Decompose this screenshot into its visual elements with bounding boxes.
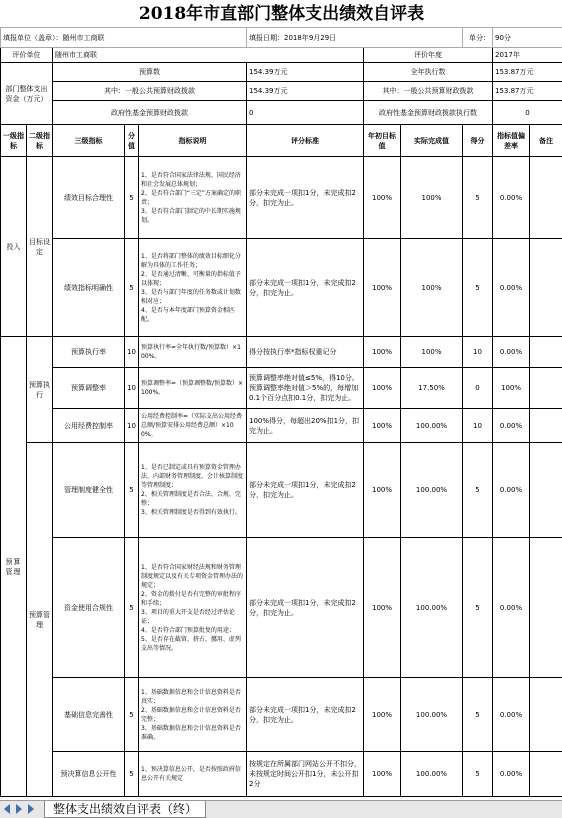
col-header: 一级指标 xyxy=(1,125,27,157)
level1-budget-mgmt: 预算管理 xyxy=(1,337,27,797)
page-title: 2018年市直部门整体支出绩效自评表 xyxy=(1,0,562,28)
indicator-desc: 1、是否符合国家法律法规、国民经济和社会发展总体规划； 2、是否符合部门“三定”方案确定的职责； 3、是否符合部门制定的中长期实施规划。 xyxy=(139,157,247,239)
table-row xyxy=(1,409,562,443)
col-header: 二级指标 xyxy=(27,125,53,157)
got-score: 0 xyxy=(463,368,493,409)
indicator-score: 5 xyxy=(125,157,139,239)
indicator-score: 10 xyxy=(125,337,139,368)
scoring-standard: 100%得分，每超出20%扣1分，扣完为止。 xyxy=(247,409,364,443)
eval-unit-value: 随州市工商联 xyxy=(53,48,364,63)
last-sheet-icon[interactable] xyxy=(28,804,34,814)
indicator-score: 5 xyxy=(125,538,139,678)
budget-value: 154.39万元 xyxy=(247,63,364,82)
target-value: 100% xyxy=(364,368,401,409)
got-score: 5 xyxy=(463,443,493,538)
scoring-standard: 部分未完成一项扣1分，未完成扣2分，扣完为止。 xyxy=(247,443,364,538)
gov-fund-exec-label: 政府性基金预算财政拨款执行数 xyxy=(364,101,493,125)
scoring-standard: 部分未完成一项扣1分，未完成扣2分，扣完为止。 xyxy=(247,239,364,337)
sheet-tab[interactable]: 整体支出绩效自评表（终） xyxy=(44,801,206,818)
score-label: 单分： xyxy=(463,28,493,48)
actual-value: 100% xyxy=(401,337,463,368)
table-row xyxy=(1,157,562,239)
col-header: 指标说明 xyxy=(139,125,247,157)
funds-label: 部门整体支出资金（万元） xyxy=(1,63,53,125)
got-score: 5 xyxy=(463,678,493,752)
budget-label: 预算数 xyxy=(53,63,247,82)
deviation: 0.00% xyxy=(493,443,530,538)
actual-value: 100% xyxy=(401,239,463,337)
col-header: 三级指标 xyxy=(53,125,125,157)
target-value: 100% xyxy=(364,538,401,678)
remark xyxy=(530,239,562,337)
indicator-desc: 预算执行率=全年执行数/预算数）×100%。 xyxy=(139,337,247,368)
scoring-standard: 部分未完成一项扣1分，未完成扣2分，扣完为止。 xyxy=(247,538,364,678)
indicator-name: 预决算信息公开性 xyxy=(53,752,125,797)
level2-exec: 预算执行 xyxy=(27,337,53,443)
col-header: 指标值偏差率 xyxy=(493,125,530,157)
level2-mgmt: 预算管理 xyxy=(27,443,53,797)
scoring-standard: 得分按执行率*指标权重记分 xyxy=(247,337,364,368)
deviation: 100% xyxy=(493,368,530,409)
gov-fund-value: 0 xyxy=(247,101,364,125)
eval-year-label: 评价年度 xyxy=(364,48,493,63)
table-row xyxy=(1,443,562,538)
table-row xyxy=(1,337,562,368)
got-score: 10 xyxy=(463,409,493,443)
level1-input: 投入 xyxy=(1,157,27,337)
remark xyxy=(530,443,562,538)
eval-year-value: 2017年 xyxy=(493,48,562,63)
got-score: 5 xyxy=(463,239,493,337)
got-score: 5 xyxy=(463,538,493,678)
scoring-standard: 预算调整率绝对值≤5%，得10分。预算调整率绝对值＞5%的，每增加0.1个百分点扣0.1分，扣完为止。 xyxy=(247,368,364,409)
target-value: 100% xyxy=(364,678,401,752)
general-budget-label: 其中：一般公共预算财政拨款 xyxy=(53,82,247,101)
actual-value: 100.00% xyxy=(401,678,463,752)
actual-value: 100% xyxy=(401,157,463,239)
target-value: 100% xyxy=(364,409,401,443)
col-header: 评分标准 xyxy=(247,125,364,157)
target-value: 100% xyxy=(364,157,401,239)
table-row xyxy=(1,752,562,797)
indicator-desc: 1、是否符合国家财经法规和财务管理制度规定以及有关专项资金管理办法的规定； 2、资金的拨付是否有完整的审批程序和手续； 3、项目的重大开支是否经过评估论证； 4、是否符合部门预算批复的用途； 5、是否存在截留、挤占、挪用、虚列支出等情况。 xyxy=(139,538,247,678)
col-header: 实际完成值 xyxy=(401,125,463,157)
indicator-score: 10 xyxy=(125,409,139,443)
table-row xyxy=(1,239,562,337)
indicator-name: 基础信息完善性 xyxy=(53,678,125,752)
target-value: 100% xyxy=(364,752,401,797)
scoring-standard: 部分未完成一项扣1分，未完成扣2分，扣完为止。 xyxy=(247,157,364,239)
target-value: 100% xyxy=(364,239,401,337)
indicator-score: 10 xyxy=(125,368,139,409)
target-value: 100% xyxy=(364,337,401,368)
indicator-desc: 公用经费控制率=（实际支出公用经费总额/预算安排公用经费总额）×100%。 xyxy=(139,409,247,443)
col-header: 分值 xyxy=(125,125,139,157)
total-score: 90分 xyxy=(493,28,562,48)
deviation: 0.00% xyxy=(493,538,530,678)
scoring-standard: 部分未完成一项扣1分，未完成扣2分，扣完为止。 xyxy=(247,678,364,752)
indicator-score: 5 xyxy=(125,239,139,337)
scoring-standard: 按规定在所属部门网站公开不扣分，未按规定时间公开扣1分，未公开扣2分 xyxy=(247,752,364,797)
filler-unit: 填报单位（盖章）：随州市工商联 xyxy=(1,28,247,48)
actual-value: 100.00% xyxy=(401,409,463,443)
indicator-name: 绩效目标合理性 xyxy=(53,157,125,239)
remark xyxy=(530,752,562,797)
column-header-row xyxy=(1,125,562,157)
indicator-desc: 1、是否已制定或具有预算资金管理办法、内部财务管理制度、会计核算制度等管理制度； 2、相关管理制度是否合法、合规、完整； 3、相关管理制度是否得到有效执行。 xyxy=(139,443,247,538)
actual-value: 100.00% xyxy=(401,752,463,797)
remark xyxy=(530,368,562,409)
sheet-tab-bar xyxy=(0,800,562,818)
target-value: 100% xyxy=(364,443,401,538)
col-header: 得分 xyxy=(463,125,493,157)
deviation: 0.00% xyxy=(493,157,530,239)
actual-value: 100.00% xyxy=(401,538,463,678)
exec-value: 153.87万元 xyxy=(493,63,562,82)
actual-value: 17.50% xyxy=(401,368,463,409)
got-score: 5 xyxy=(463,157,493,239)
next-sheet-icon[interactable] xyxy=(16,804,22,814)
col-header: 备注 xyxy=(530,125,562,157)
indicator-desc: 1、是否将部门整体的绩效目标细化分解为具体的工作任务； 2、是否通过清晰、可衡量的指标值予以体现； 3、是否与部门年度的任务数或计划数相对应； 4、是否与本年度部门预算资金相匹配。 xyxy=(139,239,247,337)
indicator-score: 5 xyxy=(125,443,139,538)
gov-fund-label: 政府性基金预算财政拨款 xyxy=(53,101,247,125)
indicator-score: 5 xyxy=(125,752,139,797)
general-budget-value: 154.39万元 xyxy=(247,82,364,101)
remark xyxy=(530,538,562,678)
exec-label: 全年执行数 xyxy=(364,63,493,82)
indicator-name: 绩效指标明确性 xyxy=(53,239,125,337)
remark xyxy=(530,157,562,239)
remark xyxy=(530,678,562,752)
indicator-score: 5 xyxy=(125,678,139,752)
indicator-desc: 预算调整率=（预算调整数/预算数）×100%。 xyxy=(139,368,247,409)
table-row xyxy=(1,368,562,409)
indicator-name: 公用经费控制率 xyxy=(53,409,125,443)
deviation: 0.00% xyxy=(493,239,530,337)
col-header: 年初目标值 xyxy=(364,125,401,157)
gov-fund-exec-value: 0 xyxy=(493,101,562,125)
remark xyxy=(530,409,562,443)
actual-value: 100.00% xyxy=(401,443,463,538)
indicator-desc: 1、预决算信息公开，是否按照政府信息公开有关规定 xyxy=(139,752,247,797)
deviation: 0.00% xyxy=(493,337,530,368)
level2-target: 目标设定 xyxy=(27,157,53,337)
deviation: 0.00% xyxy=(493,678,530,752)
indicator-name: 资金使用合规性 xyxy=(53,538,125,678)
prev-sheet-icon[interactable] xyxy=(4,804,10,814)
indicator-name: 管理制度健全性 xyxy=(53,443,125,538)
general-exec-value: 153.87万元 xyxy=(493,82,562,101)
got-score: 10 xyxy=(463,337,493,368)
got-score: 5 xyxy=(463,752,493,797)
remark xyxy=(530,337,562,368)
table-row xyxy=(1,678,562,752)
indicator-name: 预算执行率 xyxy=(53,337,125,368)
deviation: 0.00% xyxy=(493,409,530,443)
indicator-desc: 1、基础数据信息和会计信息资料是否真实； 2、基础数据信息和会计信息资料是否完整； 3、基础数据信息和会计信息资料是否准确。 xyxy=(139,678,247,752)
deviation: 0.00% xyxy=(493,752,530,797)
indicator-name: 预算调整率 xyxy=(53,368,125,409)
general-exec-label: 其中：一般公共预算财政拨款 xyxy=(364,82,493,101)
fill-date: 填报日期：2018年9月29日 xyxy=(247,28,463,48)
table-row xyxy=(1,538,562,678)
eval-unit-label: 评价单位 xyxy=(1,48,53,63)
